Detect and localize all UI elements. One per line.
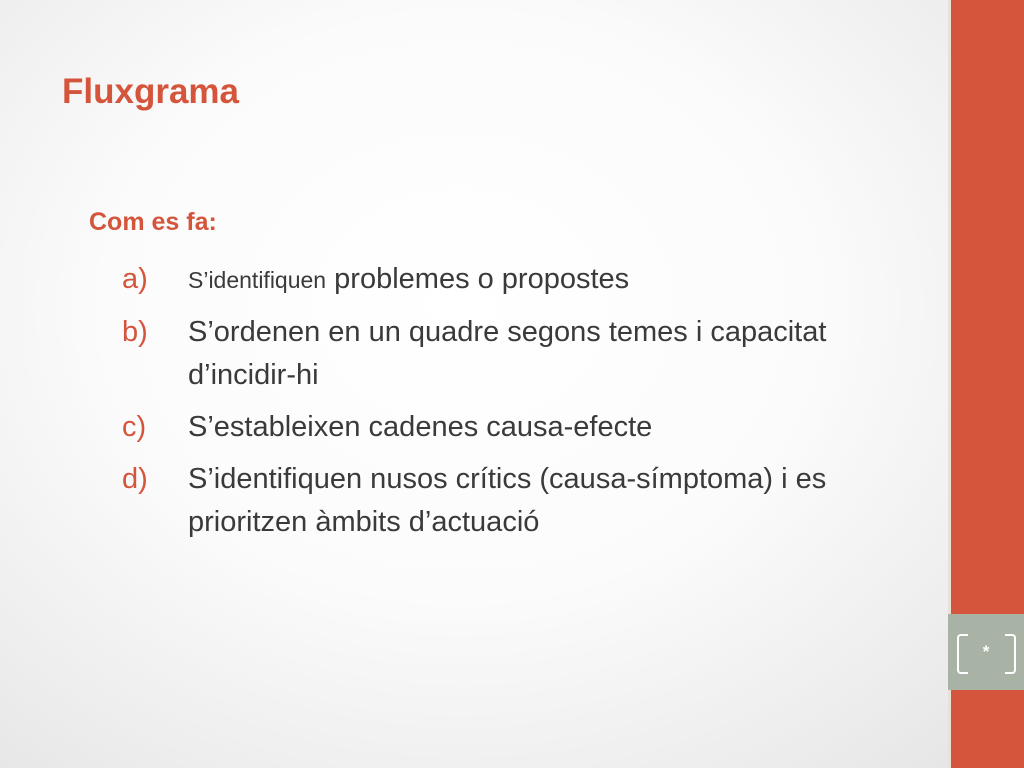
subheading: Com es fa: xyxy=(89,208,217,236)
list-marker: c) xyxy=(122,411,147,443)
list-marker: a) xyxy=(122,263,148,295)
list-item-text-rest: problemes o propostes xyxy=(326,263,630,295)
list-item-text xyxy=(188,263,629,295)
list-marker: b) xyxy=(122,316,148,348)
list-marker: d) xyxy=(122,463,148,495)
list-item xyxy=(122,258,937,302)
list-item xyxy=(122,406,937,449)
list-item-text: S’identifiquen nusos crítics (causa-símptoma) i es prioritzen àmbits d’actuació xyxy=(188,463,827,538)
page-number: * xyxy=(982,642,990,661)
page-number-tab xyxy=(948,614,1024,690)
steps-list xyxy=(122,258,937,553)
list-item xyxy=(122,458,937,544)
list-item-text-prefix: S’identifiquen xyxy=(188,267,327,293)
list-item-text: S’ordenen en un quadre segons temes i capacitat d’incidir-hi xyxy=(188,316,827,391)
slide-title: Fluxgrama xyxy=(62,72,239,111)
list-item-text: S’estableixen cadenes causa-efecte xyxy=(188,411,653,443)
list-item xyxy=(122,311,937,397)
